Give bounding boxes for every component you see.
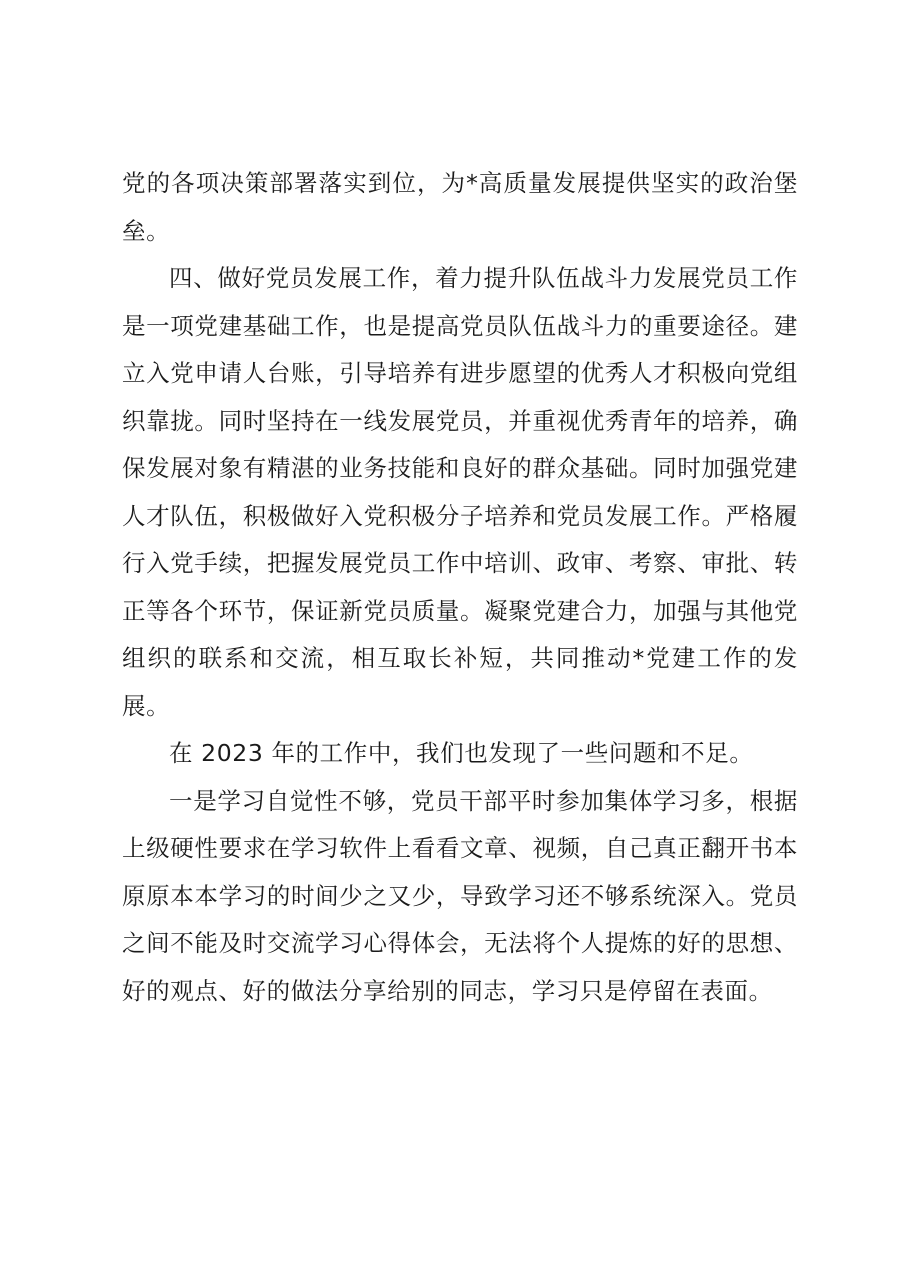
paragraph-problem-one: 一是学习自觉性不够，党员干部平时参加集体学习多，根据上级硬性要求在学习软件上看看文章、视频，自己真正翻开书本原原本本学习的时间少之又少，导致学习还不够系统深入。党员之间不能及时交流学习心得体会，无法将个人提炼的好的思想、好的观点、好的做法分享给别的同志，学习只是停留在表面。: [122, 786, 798, 1005]
body-text: [122, 160, 798, 1015]
paragraph-problems-intro: 在 2023 年的工作中，我们也发现了一些问题和不足。: [169, 739, 754, 767]
paragraph-continuation: 党的各项决策部署落实到位，为*高质量发展提供坚实的政治堡垒。: [122, 169, 798, 245]
paragraph-section-four: 四、做好党员发展工作，着力提升队伍战斗力发展党员工作是一项党建基础工作，也是提高党员队伍战斗力的重要途径。建立入党申请人台账，引导培养有进步愿望的优秀人才积极向党组织靠拢。同时坚持在一线发展党员，并重视优秀青年的培养，确保发展对象有精湛的业务技能和良好的群众基础。同时加强党建人才队伍，积极做好入党积极分子培养和党员发展工作。严格履行入党手续，把握发展党员工作中培训、政审、考察、审批、转正等各个环节，保证新党员质量。凝聚党建合力，加强与其他党组织的联系和交流，相互取长补短，共同推动*党建工作的发展。: [122, 264, 798, 720]
